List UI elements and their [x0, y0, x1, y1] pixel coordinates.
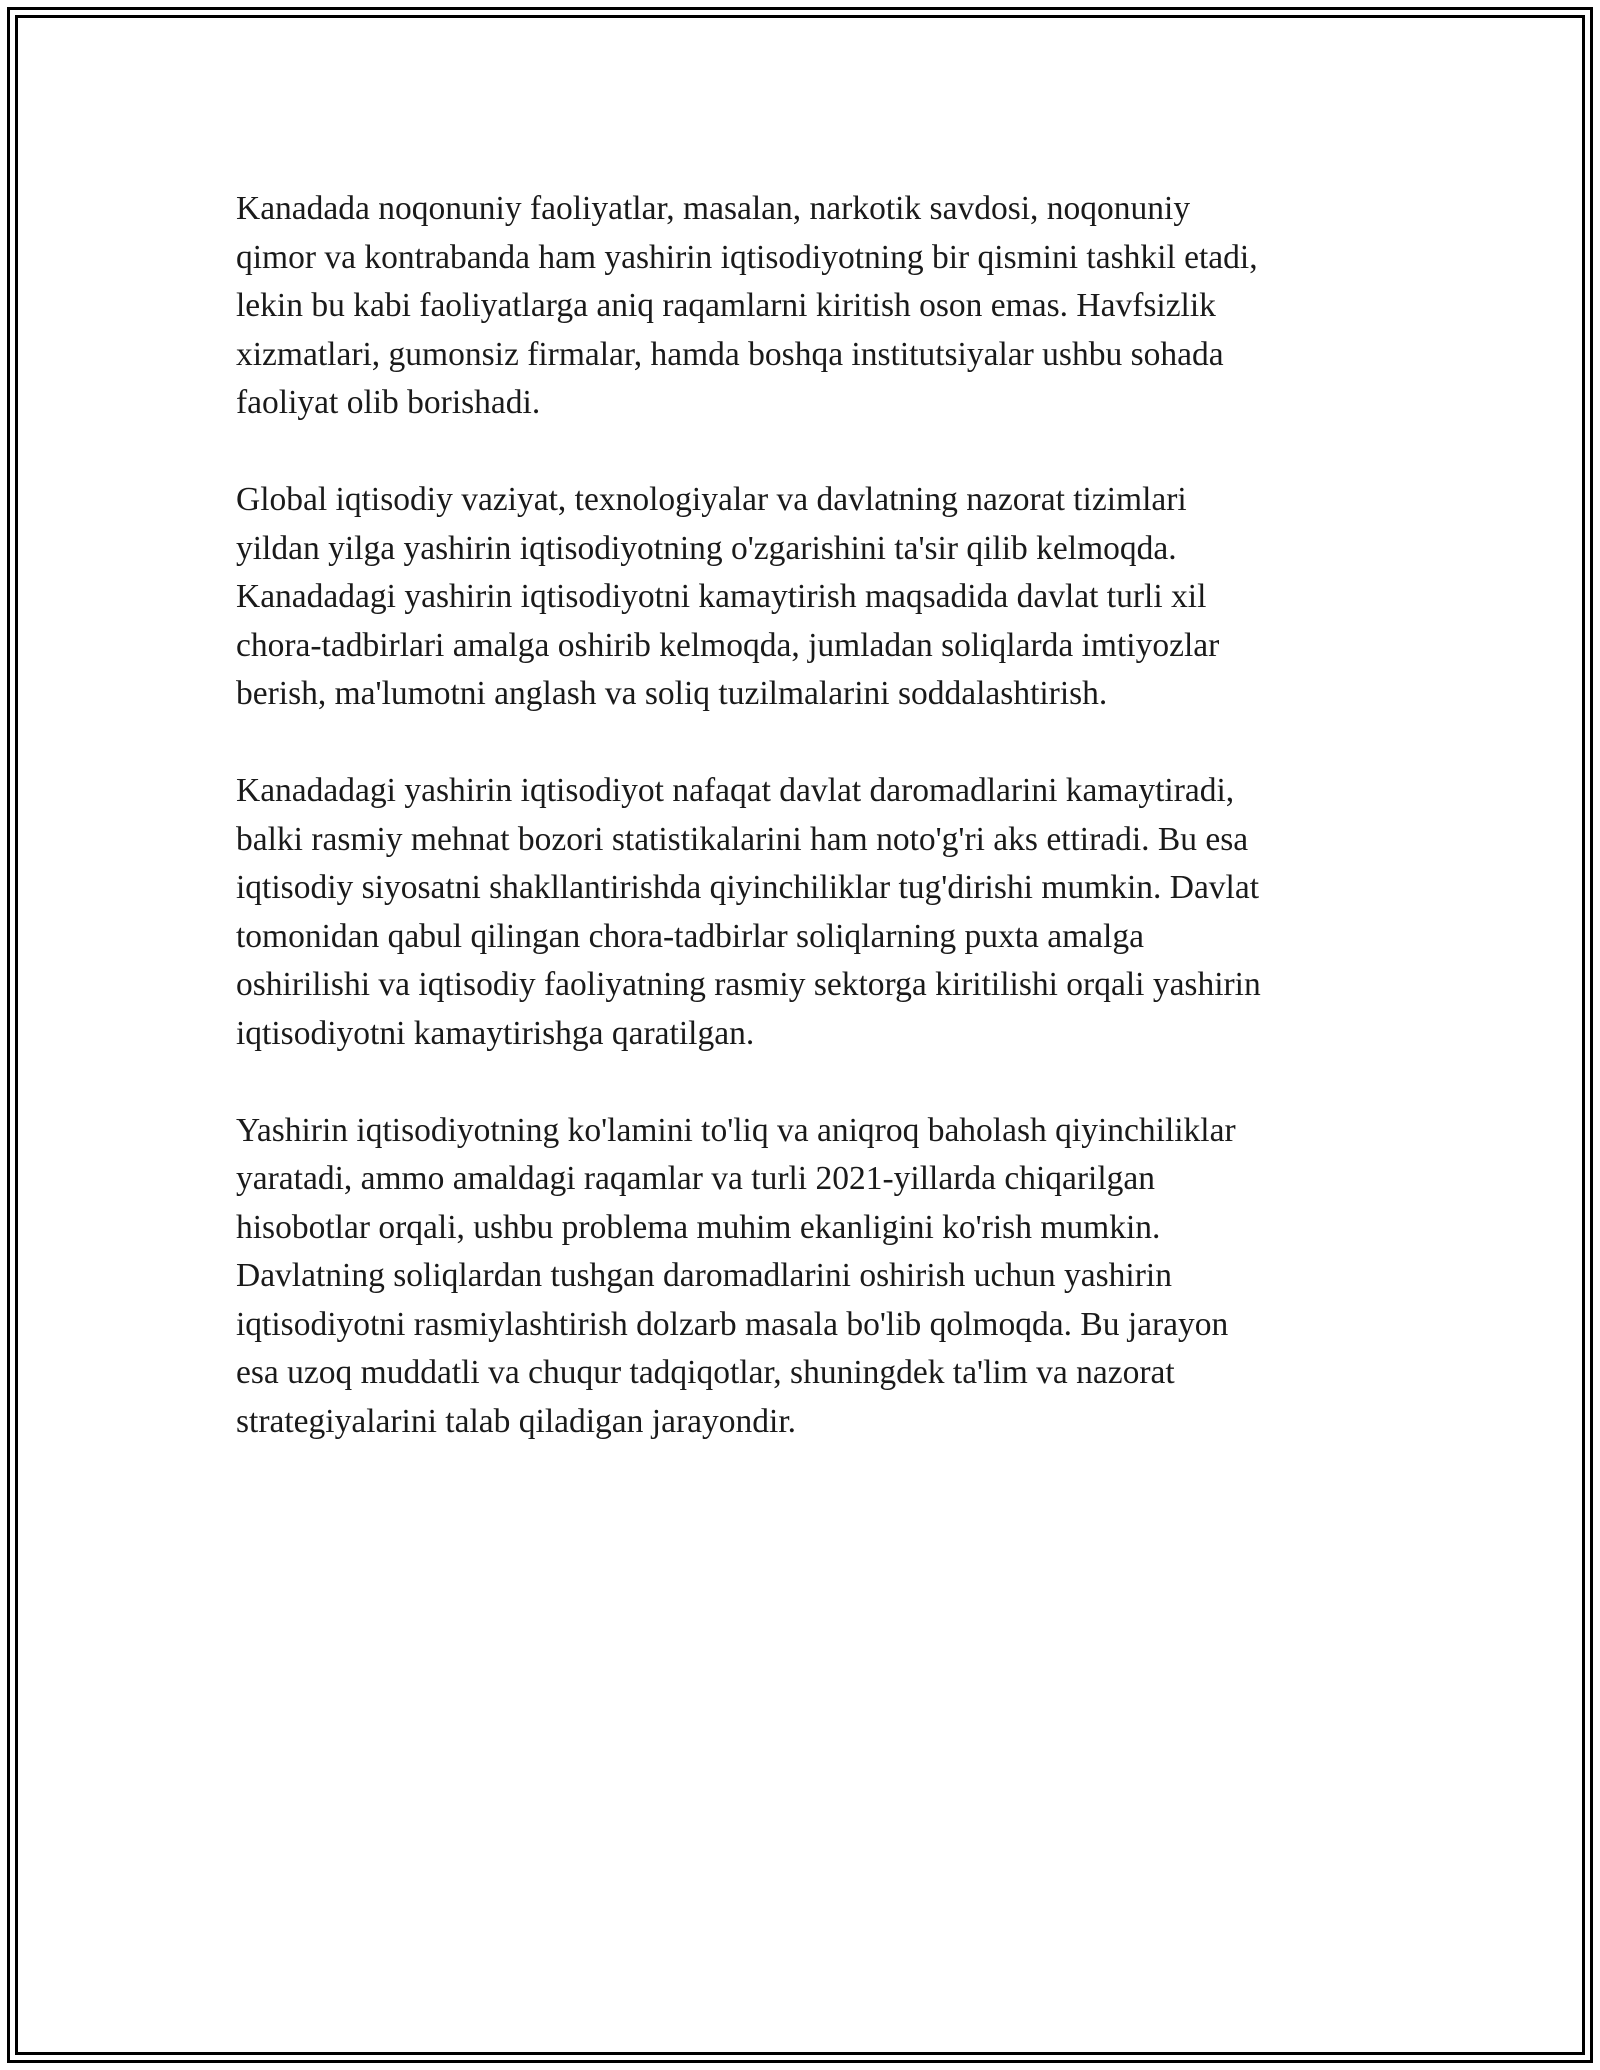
- paragraph-1: Kanadada noqonuniy faoliyatlar, masalan, narkotik savdosi, noqonuniy qimor va kontrabanda ham yashirin iqtisodiyotning bir qismini tashkil etadi, lekin bu kabi faoliyatlarga aniq raqamlarni kiritish oson emas. Havfsizlik xizmatlari, gumonsiz firmalar, hamda boshqa institutsiyalar ushbu sohada faoliyat olib borishadi.: [236, 190, 1258, 421]
- document-body: [236, 185, 1376, 1495]
- paragraph-2: Global iqtisodiy vaziyat, texnologiyalar va davlatning nazorat tizimlari yildan yilga yashirin iqtisodiyotning o'zgarishini ta'sir qilib kelmoqda. Kanadadagi yashirin iqtisodiyotni kamaytirish maqsadida davlat turli xil chora-tadbirlari amalga oshirib kelmoqda, jumladan soliqlarda imtiyozlar berish, ma'lumotni anglash va soliq tuzilmalarini soddalashtirish.: [236, 481, 1220, 712]
- paragraph-4: Yashirin iqtisodiyotning ko'lamini to'liq va aniqroq baholash qiyinchiliklar yaratadi, ammo amaldagi raqamlar va turli 2021-yillarda chiqarilgan hisobotlar orqali, ushbu problema muhim ekanligini ko'rish mumkin. Davlatning soliqlardan tushgan daromadlarini oshirish uchun yashirin iqtisodiyotni rasmiylashtirish dolzarb masala bo'lib qolmoqda. Bu jarayon esa uzoq muddatli va chuqur tadqiqotlar, shuningdek ta'lim va nazorat strategiyalarini talab qiladigan jarayondir.: [236, 1111, 1236, 1440]
- paragraph-3: Kanadadagi yashirin iqtisodiyot nafaqat davlat daromadlarini kamaytiradi, balki rasmiy mehnat bozori statistikalarini ham noto'g'ri aks ettiradi. Bu esa iqtisodiy siyosatni shakllantirishda qiyinchiliklar tug'dirishi mumkin. Davlat tomonidan qabul qilingan chora-tadbirlar soliqlarning puxta amalga oshirilishi va iqtisodiy faoliyatning rasmiy sektorga kiritilishi orqali yashirin iqtisodiyotni kamaytirishga qaratilgan.: [236, 772, 1261, 1052]
